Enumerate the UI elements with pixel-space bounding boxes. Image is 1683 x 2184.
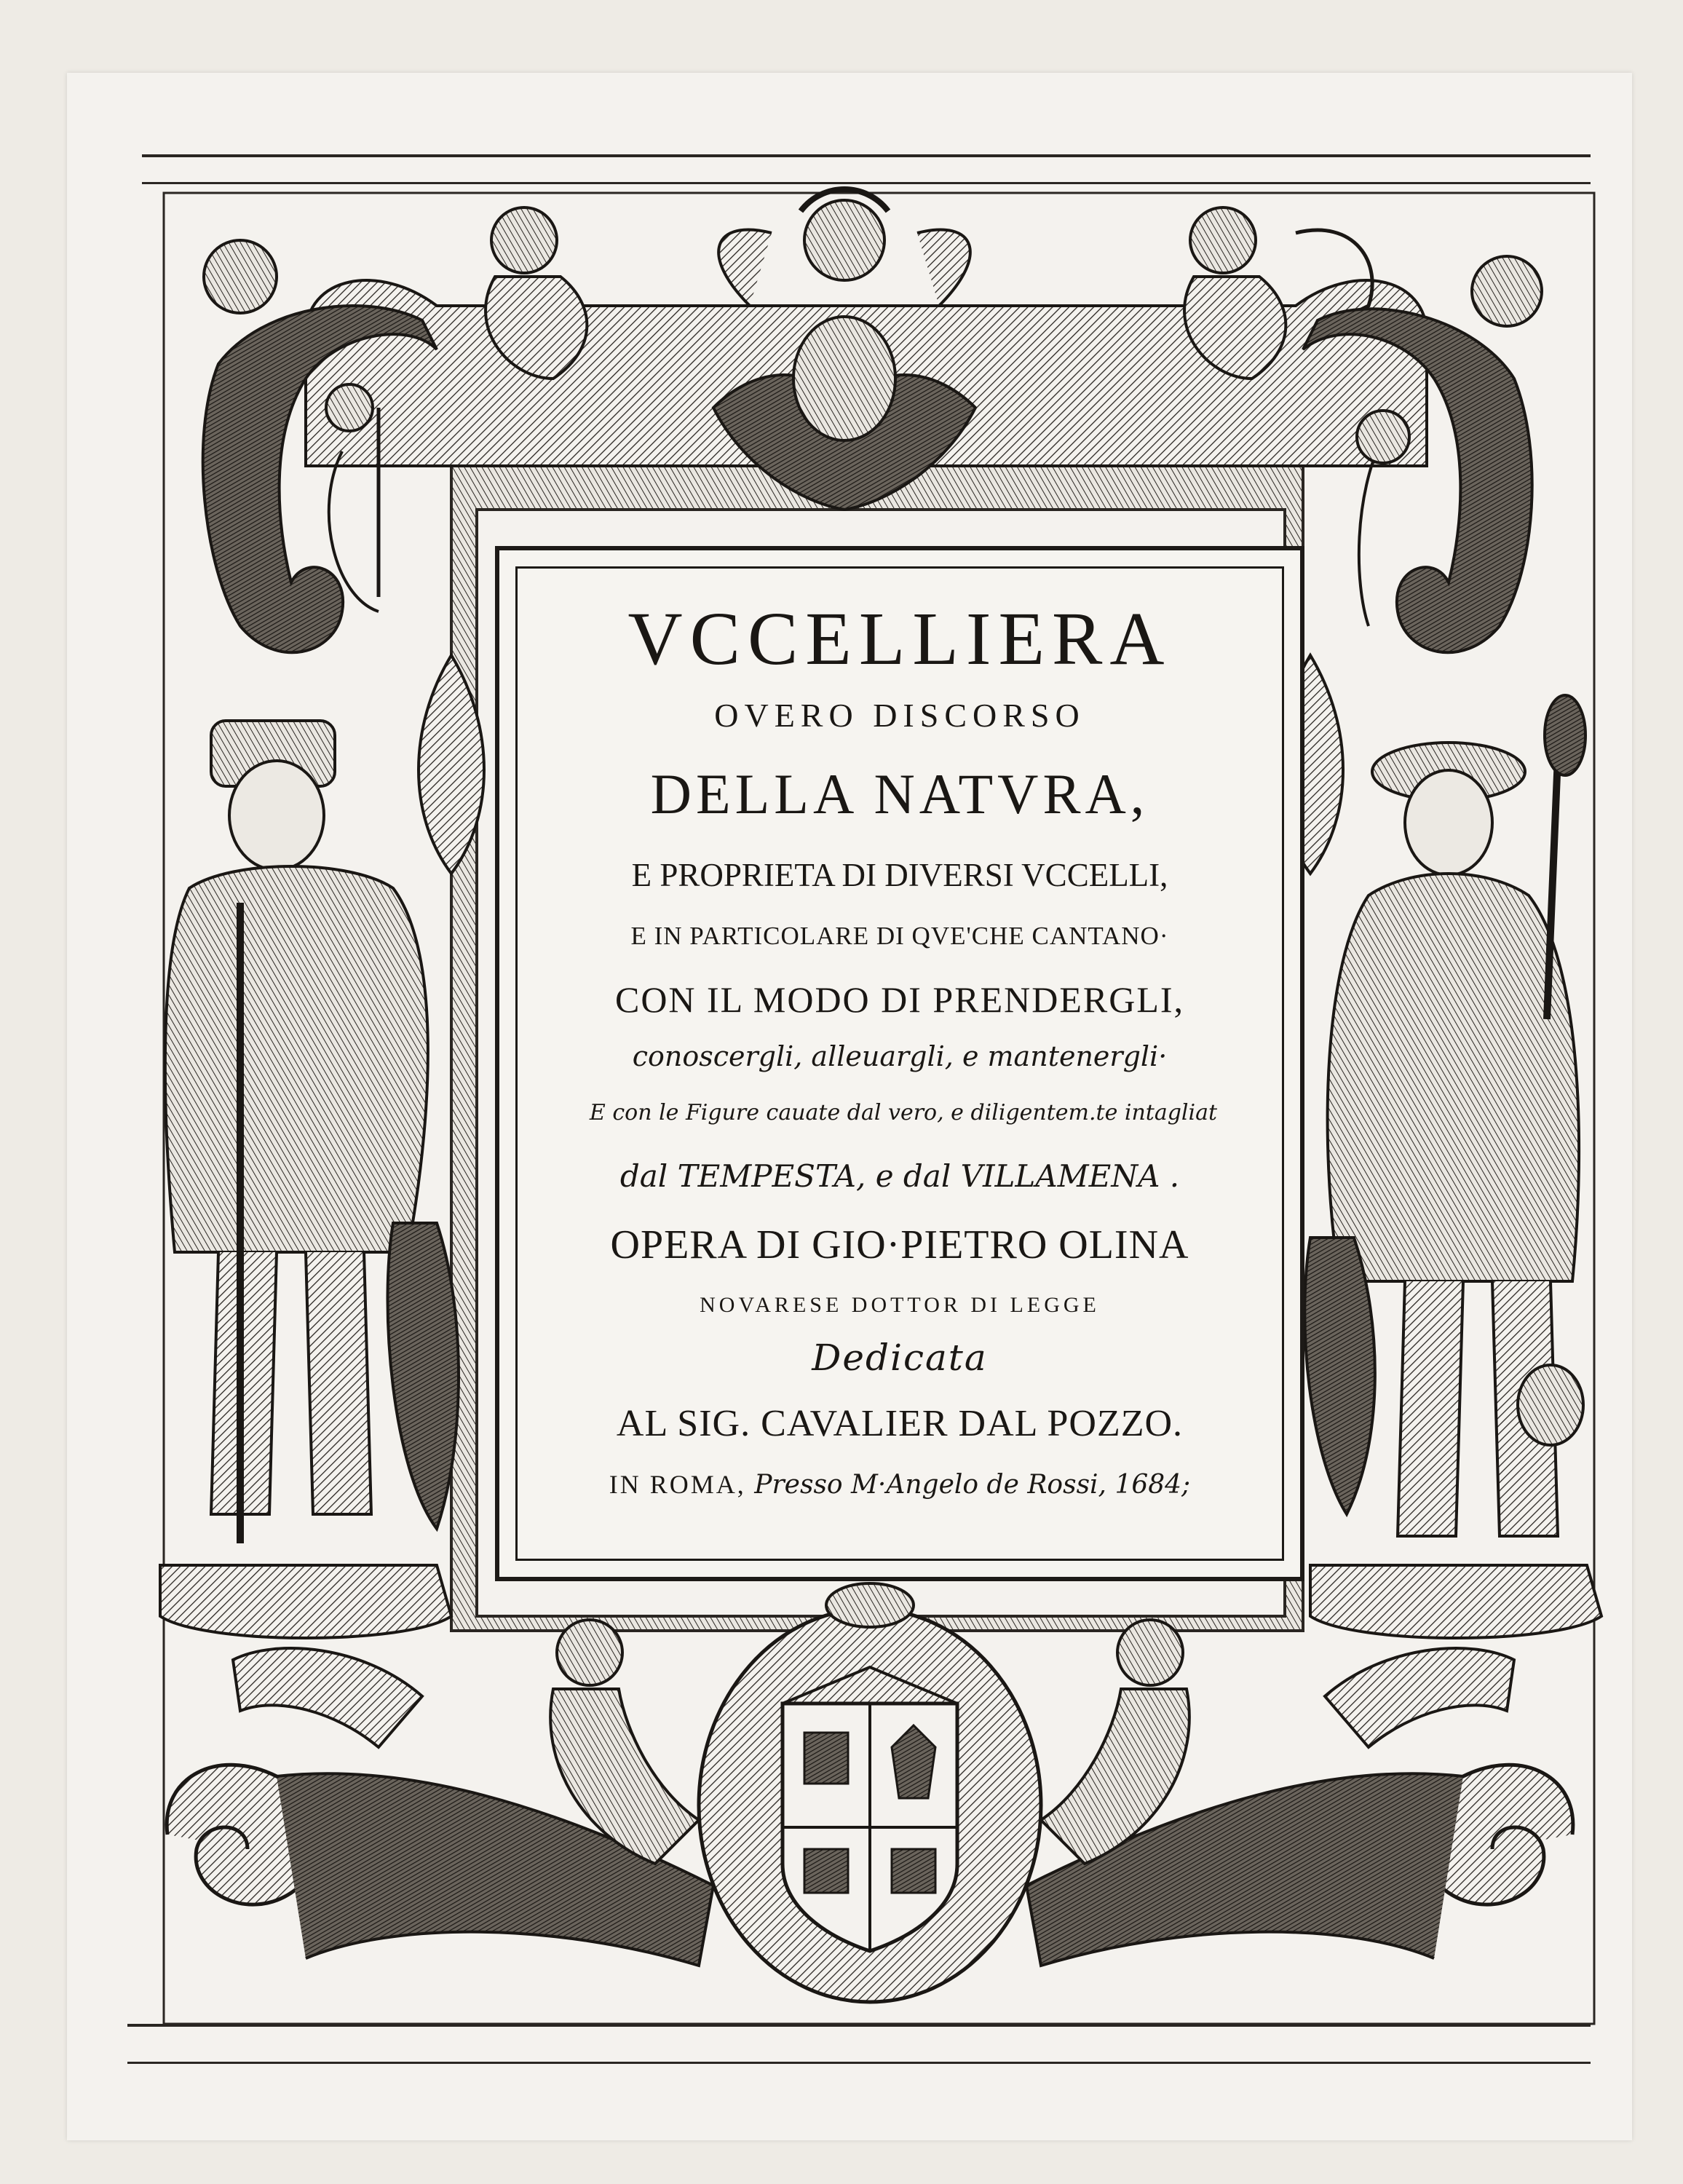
title-line-engravers: dal TEMPESTA, e dal VILLAMENA .	[619, 1158, 1180, 1194]
left-pedestal	[160, 1565, 451, 1638]
title-line-figure: E con le Figure cauate dal vero, e diligentem.te intagliat	[589, 1100, 1218, 1125]
imprint-publisher: Presso M·Angelo de Rossi, 1684;	[754, 1470, 1191, 1500]
top-cartouche	[204, 189, 1542, 510]
title-line-author: OPERA DI GIO·PIETRO OLINA	[610, 1222, 1189, 1267]
title-line-particolare: E IN PARTICOLARE DI QVE'CHE CANTANO·	[630, 922, 1169, 950]
imprint-line	[499, 1469, 1300, 1500]
right-hunter-figure	[1304, 695, 1585, 1536]
title-line-dedicatee: AL SIG. CAVALIER DAL POZZO.	[616, 1403, 1184, 1444]
title-panel	[495, 546, 1304, 1581]
left-hunter-figure	[165, 721, 459, 1543]
bottom-ornament	[167, 1583, 1573, 2002]
title-line-dottor: NOVARESE DOTTOR DI LEGGE	[700, 1293, 1100, 1317]
title-line-modo: CON IL MODO DI PRENDERGLI,	[614, 979, 1185, 1020]
title-line-overo: OVERO DISCORSO	[714, 697, 1085, 734]
title-line-dedicata: Dedicata	[812, 1337, 988, 1379]
title-line-proprieta: E PROPRIETA DI DIVERSI VCCELLI,	[631, 857, 1168, 893]
imprint-place: IN ROMA,	[609, 1470, 746, 1499]
title-line-conoscergli: conoscergli, alleuargli, e mantenergli·	[632, 1040, 1168, 1072]
right-pedestal	[1310, 1565, 1601, 1638]
title-line-natura: DELLA NATVRA,	[650, 762, 1149, 826]
title-main: VCCELLIERA	[627, 597, 1172, 681]
